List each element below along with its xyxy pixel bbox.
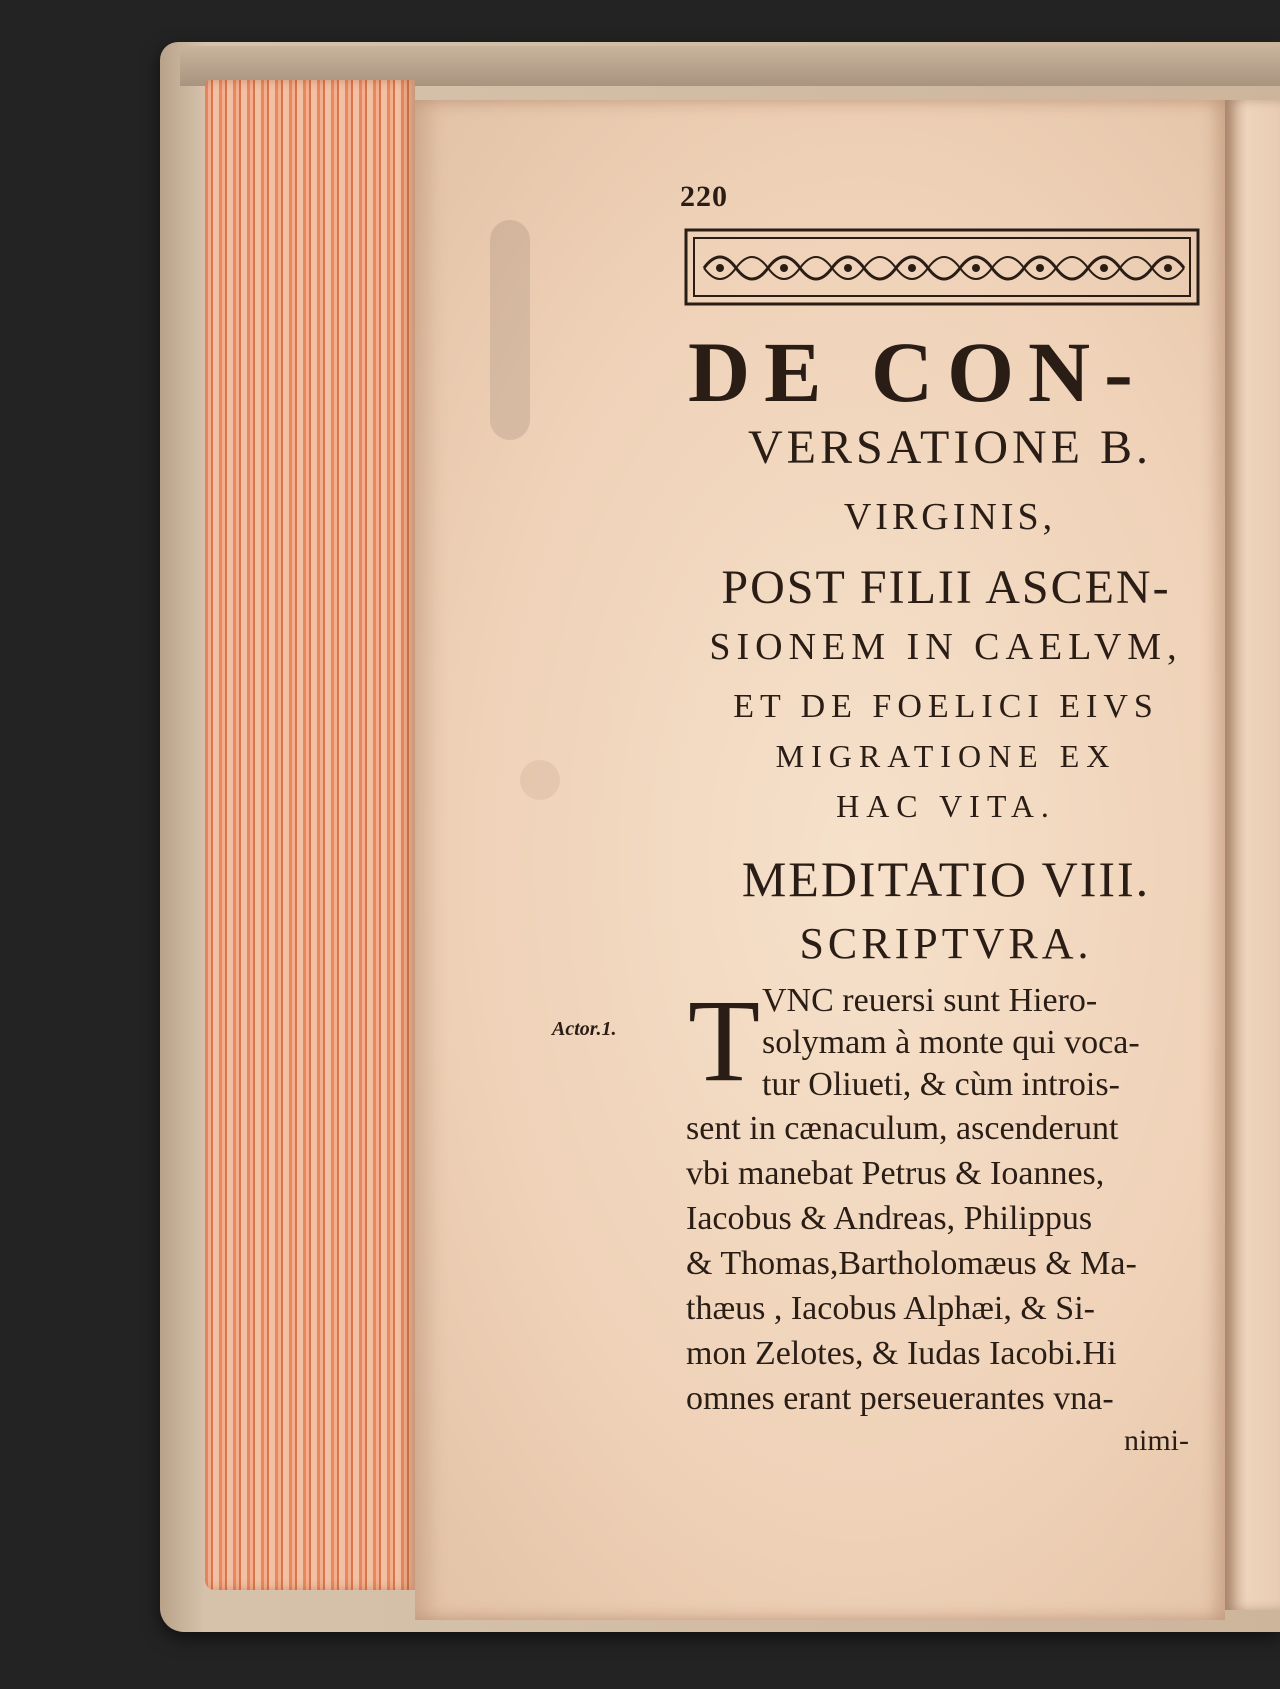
body-line: VNC reuersi sunt Hiero- — [762, 982, 1098, 1019]
title-line-6: ET DE FOELICI EIVS — [733, 688, 1159, 725]
body-line: & Thomas,Bartholomæus & Ma- — [686, 1245, 1137, 1282]
drop-cap: T — [688, 975, 761, 1106]
body-line: vbi manebat Petrus & Ioannes, — [686, 1155, 1105, 1192]
meditation-heading: MEDITATIO VIII. — [741, 851, 1151, 907]
facing-page-edge — [1225, 100, 1280, 1610]
title-line-2: VERSATIONE B. — [747, 421, 1152, 474]
body-line: thæus , Iacobus Alphæi, & Si- — [686, 1290, 1095, 1327]
title-line-1: DE CON- — [688, 324, 1147, 420]
body-line: solymam à monte qui voca- — [762, 1024, 1140, 1061]
title-line-5: SIONEM IN CAELVM, — [709, 626, 1183, 668]
page-edges — [205, 80, 415, 1590]
bleed-through-mark — [490, 220, 530, 440]
body-line: mon Zelotes, & Iudas Iacobi.Hi — [686, 1335, 1117, 1372]
page-number: 220 — [680, 180, 728, 213]
title-line-4: POST FILII ASCEN- — [721, 561, 1171, 614]
title-line-8: HAC VITA. — [836, 788, 1056, 824]
ornament-band — [684, 228, 1200, 306]
title-line-3: VIRGINIS, — [843, 496, 1057, 538]
body-line: tur Oliueti, & cùm introis- — [762, 1066, 1120, 1103]
body-line: omnes erant perseuerantes vna- — [686, 1380, 1114, 1417]
body-line: sent in cænaculum, ascenderunt — [686, 1110, 1119, 1147]
ink-blot — [520, 760, 560, 800]
catchword: nimi- — [1124, 1424, 1189, 1457]
title-line-7: MIGRATIONE EX — [775, 738, 1117, 774]
body-line: Iacobus & Andreas, Philippus — [686, 1200, 1093, 1237]
scripture-heading: SCRIPTVRA. — [799, 919, 1093, 968]
marginal-note: Actor.1. — [552, 1018, 617, 1040]
